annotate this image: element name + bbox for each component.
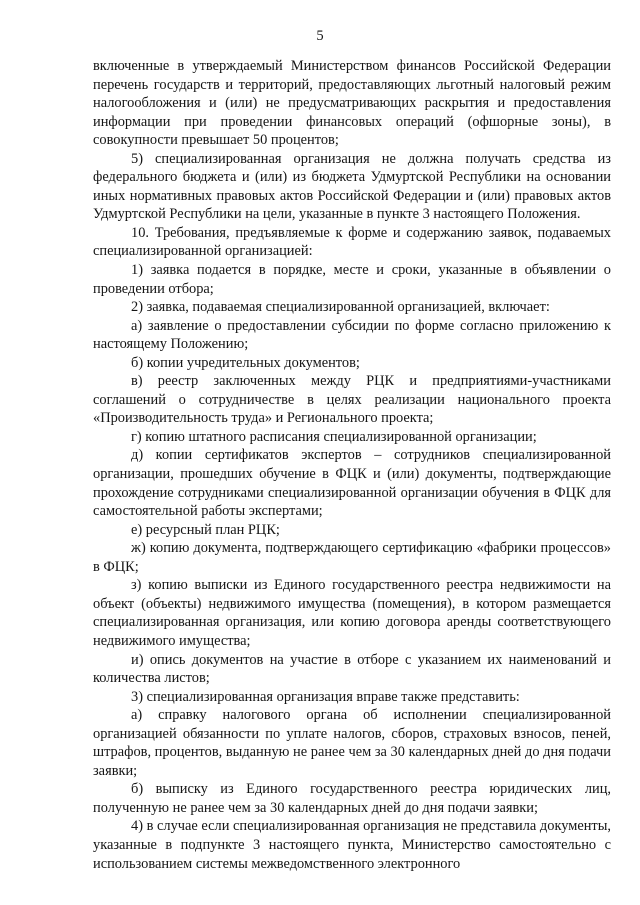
paragraph: 4) в случае если специализированная организация не представила документы, указанные в подпункте 3 настоящего пункта, Министерство самостоятельно с использованием системы межведомственного электронного: [93, 818, 611, 872]
paragraph: а) заявление о предоставлении субсидии по форме согласно приложению к настоящему Положению;: [93, 317, 611, 353]
paragraph: з) копию выписки из Единого государственного реестра недвижимости на объект (объекты) недвижимого имущества (помещения), в котором размещается специализированная организация, или копию договора аренды соответствующего недвижимого имущества;: [93, 577, 611, 649]
paragraph: включенные в утверждаемый Министерством финансов Российской Федерации перечень государств и территорий, предоставляющих льготный налоговый режим налогообложения и (или) не предусматривающих раскрытия и предоставления информации при проведении финансовых операций (офшорные зоны), в совокупности превышает 50 процентов;: [93, 58, 611, 149]
paragraph: и) опись документов на участие в отборе с указанием их наименований и количества листов;: [93, 651, 611, 687]
paragraph: а) справку налогового органа об исполнении специализированной организацией обязанности по уплате налогов, сборов, страховых взносов, пеней, штрафов, процентов, выданную не ранее чем за 30 календарных дней до дня подачи заявки;: [93, 707, 611, 779]
paragraph: д) копии сертификатов экспертов – сотрудников специализированной организации, прошедших обучение в ФЦК и (или) документы, подтверждающие прохождение сотрудниками специализированной организации обучения в ФЦК для самостоятельной работы экспертами;: [93, 447, 611, 520]
paragraph: б) копии учредительных документов;: [131, 354, 360, 371]
paragraph: 3) специализированная организация вправе также представить:: [131, 688, 520, 705]
paragraph: 5) специализированная организация не должна получать средства из федерального бюджета и (или) из бюджета Удмуртской Республики на основании иных нормативных правовых актов Российской Федерации и (или) правовых актов Удмуртской Республики на цели, указанные в пункте 3 настоящего Положения.: [93, 150, 611, 223]
paragraph: б) выписку из Единого государственного реестра юридических лиц, полученную не ранее чем за 30 календарных дней до дня подачи заявки;: [93, 781, 611, 816]
paragraph: 2) заявка, подаваемая специализированной организацией, включает:: [131, 299, 550, 316]
paragraph: г) копию штатного расписания специализированной организации;: [131, 428, 537, 445]
paragraph: 10. Требования, предъявляемые к форме и содержанию заявок, подаваемых специализированной организацией:: [93, 224, 611, 260]
paragraph: 1) заявка подается в порядке, месте и сроки, указанные в объявлении о проведении отбора;: [93, 262, 611, 297]
page-number: 5: [316, 28, 324, 44]
document-body: [93, 57, 611, 873]
paragraph: в) реестр заключенных между РЦК и предприятиями-участниками соглашений о сотрудничестве в целях реализации национального проекта «Производительность труда» и Регионального проекта;: [93, 373, 611, 427]
paragraph: е) ресурсный план РЦК;: [131, 521, 280, 538]
paragraph: ж) копию документа, подтверждающего сертификацию «фабрики процессов» в ФЦК;: [93, 540, 611, 575]
